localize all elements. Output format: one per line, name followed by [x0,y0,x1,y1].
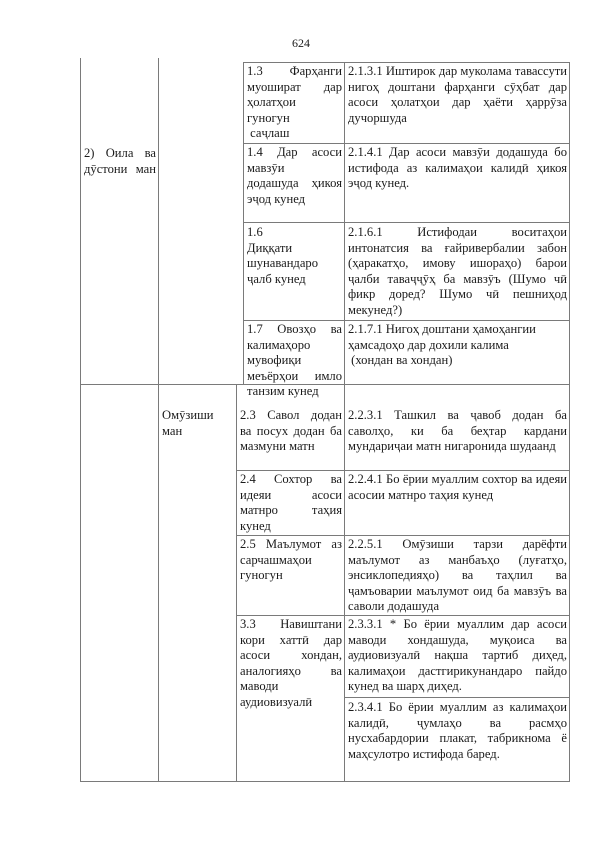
activity-cell [345,700,569,762]
objective-cell [237,408,344,455]
objective-line: матнро таҳия [240,503,342,518]
topic-label [81,146,158,177]
objective-line: муошират дар [247,79,342,94]
objective-line: аудиовизуалӣ [240,694,313,709]
objective-line: 1.6 [247,225,263,239]
objective-cell [237,537,344,584]
objective-line: аналогияҳо ва [240,663,342,678]
activity-cell [345,408,569,455]
objective-cell [244,225,344,287]
activity-cell [345,322,569,369]
activity-cell [345,537,569,615]
topic-label-text: 2) Оила ва дӯстони ман [84,146,156,176]
objective-line: 1.3 Фарҳанги [247,64,342,78]
objective-line: гуногун [247,110,290,125]
objective-line: 2.3 Савол додан [240,408,342,422]
activity-cell [345,225,569,319]
activity-text: 2.2.5.1 Омӯзиши тарзи дарёфти маълумот аз манбаъҳо (луғатҳо, энсиклопедияҳо) ва таҳлил ва ҷамъоварии маълумот оид ба мавзӯъ ва саволи додашуда [348,537,567,614]
objective-line: мазмуни матн [240,439,315,454]
activity-text: 2.2.4.1 Бо ёрии муаллим сохтор ва идеяи асосии матнро таҳия кунед [348,472,567,502]
row-border [243,143,570,144]
objective-line: ва посух додан ба [240,423,342,438]
objective-line: додашуда ҳикоя [247,176,342,191]
row-border [243,320,570,321]
activity-cell [345,617,569,695]
activity-line: ҳамсадоҳо дар дохили калима [348,337,509,352]
objective-line: ҷалб кунед [247,271,306,286]
activity-line: (хондан ва хондан) [348,353,453,368]
activity-text: 2.2.3.1 Ташкил ва ҷавоб додан ба саволҳо, ки ба беҳтар кардани мундариҷаи матн нигаронида шудаанд [348,408,567,454]
objective-line: маводи [240,679,279,694]
row-border [344,697,570,698]
activity-line: 2.1.7.1 Нигоҳ доштани ҳамоҳангии [348,322,536,336]
objective-line: кори хаттӣ дар [240,632,342,647]
objective-line: ҳолатҳои [247,95,296,110]
activity-cell [345,145,569,192]
activity-text: 2.1.6.1 Истифодаи воситаҳои интонатсия ва ғайривербалии забон (ҳаракатҳо, имову ишораҳо) барои ҷалби таваҷҷӯҳ ба мавзӯъ (Шумо чӣ фикр доред? Шумо чӣ пешниҳод мекунед?) [348,225,567,317]
objective-cell [244,322,344,400]
objective-line: 2.5 Маълумот аз [240,537,342,551]
subtopic-label-text: Омӯзиши ман [162,408,214,438]
row-border [243,62,570,63]
activity-text: 2.3.3.1 * Бо ёрии муаллим дар асоси маводи хондашуда, муқоиса ва аудиовизуалӣ нақша тартиб диҳед, калимаҳои дастгирикунандаро пайдо кунед ва шарҳ диҳед. [348,617,567,694]
objective-cell [244,64,344,142]
subtopic-label [159,408,229,439]
objective-line: идеяи асоси [240,487,342,502]
table-border-right [569,62,570,782]
objective-line: кунед [240,518,271,533]
row-border [236,470,570,471]
objective-line: меъёрҳои имло [247,368,342,383]
objective-cell [244,145,344,207]
objective-line: мавзӯи [247,160,285,175]
table-border-bottom [80,781,570,782]
objective-line: танзим кунед [247,384,319,399]
activity-cell [345,64,569,126]
objective-line: 3.3 Навиштани [240,617,342,631]
objective-line: саҷлаш [247,126,290,141]
activity-cell [345,472,569,503]
objective-line: асоси хондан, [240,648,342,663]
activity-text: 2.3.4.1 Бо ёрии муаллим аз калимаҳои калидӣ, ҷумлаҳо ва расмҳо нусхабардории плакат, табрикнома ё маҳсулотро истифода баред. [348,700,567,761]
objective-line: сарчашмаҳои [240,552,312,567]
objective-line: 2.4 Сохтор ва [240,472,342,486]
objective-line: гуногун [240,568,283,583]
objective-line: эҷод кунед [247,191,306,206]
objective-cell [237,472,344,534]
objective-cell [237,617,344,711]
objective-line: Диққати [247,240,293,255]
objective-line: 1.4 Дар асоси [247,145,342,159]
row-border [236,615,570,616]
activity-text: 2.1.4.1 Дар асоси мавзӯи додашуда бо истифода аз калимаҳои калидӣ ҳикоя эҷод кунед. [348,145,567,191]
row-border [243,222,570,223]
objective-line: 1.7 Овозҳо ва [247,322,342,336]
objective-line: калимаҳоро [247,337,311,352]
activity-text: 2.1.3.1 Иштирок дар муколама тавассути нигоҳ доштани фарҳанги сӯҳбат дар асоси ҳолатҳои дар ҳаёти ҳаррӯза дучоршуда [348,64,567,125]
objective-line: мувофиқи [247,353,302,368]
page-number: 624 [292,36,310,50]
objective-line: шунавандаро [247,256,319,271]
row-border [236,535,570,536]
